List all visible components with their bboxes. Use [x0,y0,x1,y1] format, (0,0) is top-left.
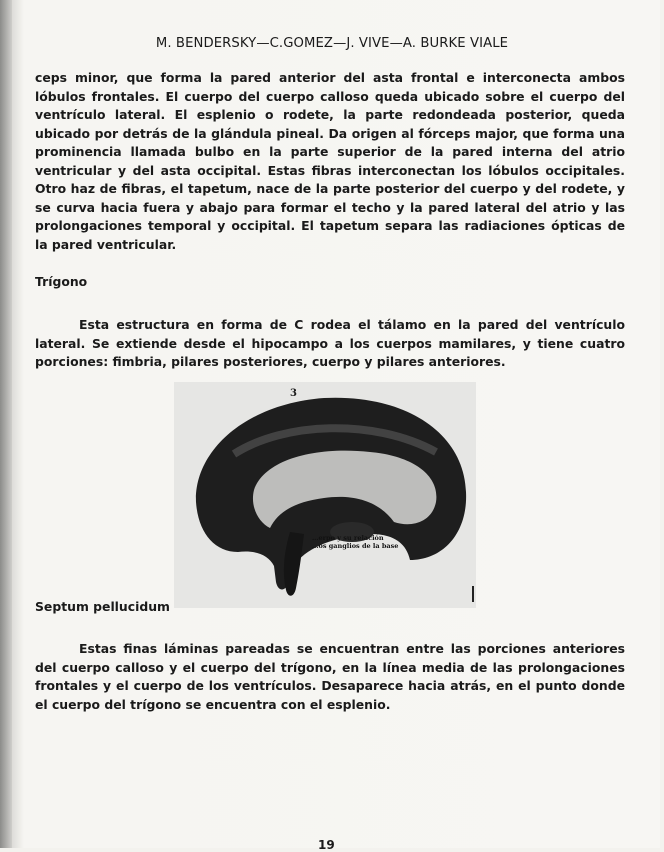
paragraph-trigono: Esta estructura en forma de C rodea el tálamo en la pared del ventrículo lateral. Se extiende desde el hipocampo a los cuerpos mamilares, y tiene cuatro porciones: fimbria, pilares posteriores, cuerpo y pilares anteriores. [35,317,625,369]
brain-figure [174,382,476,608]
paragraph-intro: ceps minor, que forma la pared anterior del asta frontal e interconecta ambos lóbulos frontales. El cuerpo del cuerpo calloso queda ubicado sobre el cuerpo del ventrículo lateral. El esplenio o rodete, la parte redondeada posterior, queda ubicado por detrás de la glándula pineal. Da origen al fórceps major, que forma una prominencia llamada bulbo en la parte superior de la pared interna del atrio ventricular y del asta occipital. Estas fibras interconectan los lóbulos occipitales. Otro haz de fibras, el tapetum, nace de la parte posterior del cuerpo y del rodete, y se curva hacia fuera y abajo para formar el techo y la pared lateral del atrio y las prolongaciones temporal y occipital. El tapetum separa las radiaciones ópticas de la pared ventricular. [35,70,625,252]
figure-caption-line-1: …erpo y su relación [312,534,384,542]
figure-caption-line-2: …os ganglios de la base [312,542,399,550]
paragraph-septum: Estas finas láminas pareadas se encuentran entre las porciones anteriores del cuerpo calloso y el cuerpo del trígono, en la línea media de las prolongaciones frontales y el cuerpo de los ventrículos. Desaparece hacia atrás, en el punto donde el cuerpo del trígono se encuentra con el esplenio. [35,641,625,712]
brain-illustration [174,382,476,608]
figure-label-3: 3 [290,388,297,399]
heading-septum-pellucidum: Septum pellucidum [35,599,170,614]
running-header: M. BENDERSKY—C.GOMEZ—J. VIVE—A. BURKE VIALE [155,36,509,51]
book-gutter-shadow [0,0,12,848]
heading-trigono: Trígono [35,274,88,289]
figure-caption [312,534,398,550]
page-number: 19 [318,838,335,852]
